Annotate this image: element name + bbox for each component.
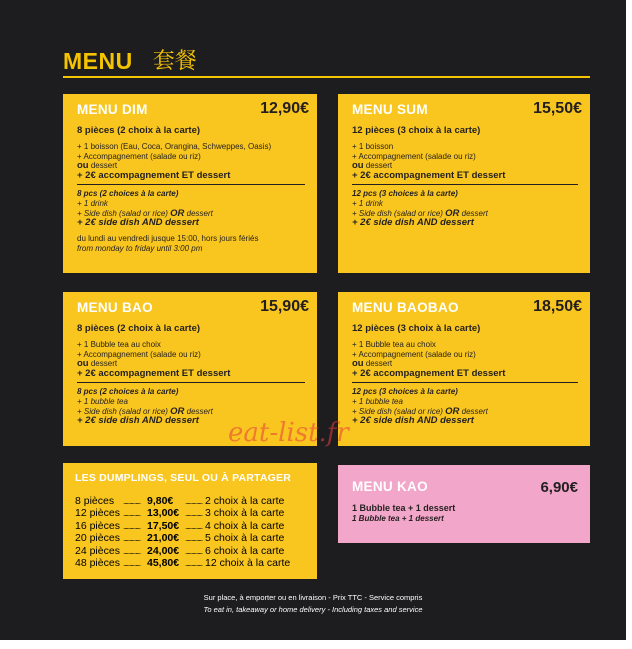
en-or: OR bbox=[170, 207, 185, 219]
fr-extra: + 2€ accompagnement ET dessert bbox=[352, 170, 506, 182]
dumplings-pieces: 12 pièces bbox=[75, 507, 120, 520]
dumplings-choice: 5 choix à la carte bbox=[205, 532, 285, 545]
menu-price: 6,90€ bbox=[540, 479, 578, 496]
en-line: + 1 bubble tea bbox=[77, 396, 128, 406]
menu-price: 12,90€ bbox=[260, 100, 309, 117]
en-dessert: dessert bbox=[461, 208, 488, 218]
en-line: + Side dish (salad or rice) bbox=[352, 406, 443, 416]
dumplings-row: 16 pièces .............. 17,50€ .............. 4 choix à la carte bbox=[75, 519, 285, 532]
dumplings-row: 48 pièces .............. 45,80€ .............. 12 choix à la carte bbox=[75, 556, 291, 569]
fr-extra: + 2€ accompagnement ET dessert bbox=[77, 170, 231, 182]
en-extra: + 2€ side dish AND dessert bbox=[352, 415, 474, 427]
menu-card-sum bbox=[338, 94, 590, 273]
en-dessert: dessert bbox=[186, 208, 213, 218]
dumplings-row: 8 pièces .............. 9,80€ .............. 2 choix à la carte bbox=[75, 495, 285, 507]
menu-name: MENU BAO bbox=[77, 300, 153, 315]
divider bbox=[77, 382, 305, 383]
footer-fr: Sur place, à emporter ou en livraison - Prix TTC - Service compris bbox=[203, 593, 423, 602]
dumplings-table bbox=[75, 495, 307, 569]
en-extra: + 2€ side dish AND dessert bbox=[77, 217, 199, 229]
title-divider bbox=[63, 76, 590, 78]
fr-line: + Accompagnement (salade ou riz) bbox=[352, 349, 476, 359]
menu-price: 18,50€ bbox=[533, 298, 582, 315]
en-line: + Side dish (salad or rice) bbox=[352, 208, 443, 218]
fr-line: + 1 Bubble tea au choix bbox=[352, 339, 436, 349]
fr-line: + 1 boisson bbox=[352, 141, 394, 151]
menu-pieces: 12 pièces (3 choix à la carte) bbox=[352, 125, 481, 136]
menu-price: 15,90€ bbox=[260, 298, 309, 315]
dumplings-choice: 12 choix à la carte bbox=[205, 556, 291, 569]
menu-name: MENU BAOBAO bbox=[352, 300, 459, 315]
title-text: MENU bbox=[63, 48, 133, 74]
fr-line: + Accompagnement (salade ou riz) bbox=[77, 349, 201, 359]
page-title bbox=[63, 44, 197, 75]
fr-dessert: dessert bbox=[365, 359, 393, 369]
dumplings-choice: 3 choix à la carte bbox=[205, 507, 285, 520]
title-chinese: 套餐 bbox=[152, 49, 197, 74]
menu-name: MENU DIM bbox=[77, 102, 148, 117]
footer-en: To eat in, takeaway or home delivery - Including taxes and service bbox=[203, 605, 423, 614]
dumplings-pieces: 8 pièces bbox=[75, 495, 115, 507]
menu-name: MENU KAO bbox=[352, 479, 428, 494]
dumplings-price: 21,00€ bbox=[147, 532, 180, 545]
fr-dessert: dessert bbox=[90, 359, 118, 369]
fr-line: + Accompagnement (salade ou riz) bbox=[77, 151, 201, 161]
dumplings-pieces: 20 pièces bbox=[75, 532, 120, 545]
en-dessert: dessert bbox=[461, 406, 488, 416]
fr-or: ou bbox=[352, 358, 364, 370]
availability-en: from monday to friday until 3:00 pm bbox=[77, 243, 203, 253]
en-or: OR bbox=[170, 405, 185, 417]
menu-pieces: 8 pièces (2 choix à la carte) bbox=[77, 323, 201, 334]
kao-line-en: 1 Bubble tea + 1 dessert bbox=[352, 513, 444, 523]
dumplings-choice: 2 choix à la carte bbox=[205, 495, 285, 507]
divider bbox=[77, 184, 305, 185]
dumplings-title: LES DUMPLINGS, SEUL OU À PARTAGER bbox=[75, 472, 292, 484]
menu-card-baobao bbox=[338, 292, 590, 446]
fr-extra: + 2€ accompagnement ET dessert bbox=[352, 368, 506, 380]
fr-or: ou bbox=[77, 358, 89, 370]
fr-line: + Accompagnement (salade ou riz) bbox=[352, 151, 476, 161]
menu-pieces: 12 pièces (3 choix à la carte) bbox=[352, 323, 481, 334]
en-extra: + 2€ side dish AND dessert bbox=[77, 415, 199, 427]
en-or: OR bbox=[445, 207, 460, 219]
watermark: eat-list.fr bbox=[228, 418, 349, 448]
availability-fr: du lundi au vendredi jusque 15:00, hors jours fériés bbox=[77, 234, 259, 244]
fr-dessert: dessert bbox=[90, 161, 118, 171]
en-pieces: 8 pcs (2 choices à la carte) bbox=[77, 386, 179, 396]
fr-or: ou bbox=[77, 160, 89, 172]
en-dessert: dessert bbox=[186, 406, 213, 416]
en-line: + Side dish (salad or rice) bbox=[77, 208, 168, 218]
en-line: + 1 drink bbox=[352, 198, 383, 208]
menu-name: MENU SUM bbox=[352, 102, 428, 117]
dumplings-row: 12 pièces .............. 13,00€ .............. 3 choix à la carte bbox=[75, 507, 285, 520]
fr-dessert: dessert bbox=[365, 161, 393, 171]
en-line: + 1 bubble tea bbox=[352, 396, 403, 406]
dumplings-row: 20 pièces .............. 21,00€ .............. 5 choix à la carte bbox=[75, 532, 285, 545]
menu-price: 15,50€ bbox=[533, 100, 582, 117]
fr-line: + 1 Bubble tea au choix bbox=[77, 339, 161, 349]
dumplings-price: 24,00€ bbox=[147, 544, 180, 557]
en-pieces: 12 pcs (3 choices à la carte) bbox=[352, 188, 458, 198]
en-line: + Side dish (salad or rice) bbox=[77, 406, 168, 416]
dumplings-choice: 6 choix à la carte bbox=[205, 544, 285, 557]
en-pieces: 8 pcs (2 choices à la carte) bbox=[77, 188, 179, 198]
fr-or: ou bbox=[352, 160, 364, 172]
dumplings-row: 24 pièces .............. 24,00€ .............. 6 choix à la carte bbox=[75, 544, 285, 557]
divider bbox=[352, 382, 578, 383]
en-extra: + 2€ side dish AND dessert bbox=[352, 217, 474, 229]
en-line: + 1 drink bbox=[77, 198, 108, 208]
fr-line: + 1 boisson (Eau, Coca, Orangina, Schweppes, Oasis) bbox=[77, 141, 272, 151]
en-pieces: 12 pcs (3 choices à la carte) bbox=[352, 386, 458, 396]
dumplings-card bbox=[63, 463, 317, 579]
dumplings-price: 9,80€ bbox=[147, 495, 174, 507]
menu-pieces: 8 pièces (2 choix à la carte) bbox=[77, 125, 201, 136]
dumplings-pieces: 24 pièces bbox=[75, 544, 120, 557]
en-or: OR bbox=[445, 405, 460, 417]
dumplings-pieces: 48 pièces bbox=[75, 556, 120, 569]
kao-line-fr: 1 Bubble tea + 1 dessert bbox=[352, 503, 456, 513]
fr-extra: + 2€ accompagnement ET dessert bbox=[77, 368, 231, 380]
dumplings-price: 17,50€ bbox=[147, 519, 180, 532]
menu-card-kao bbox=[338, 465, 590, 543]
divider bbox=[352, 184, 578, 185]
dumplings-choice: 4 choix à la carte bbox=[205, 519, 285, 532]
dumplings-price: 13,00€ bbox=[147, 507, 180, 520]
menu-card-dim bbox=[63, 94, 317, 273]
dumplings-price: 45,80€ bbox=[147, 556, 180, 569]
dumplings-pieces: 16 pièces bbox=[75, 519, 120, 532]
